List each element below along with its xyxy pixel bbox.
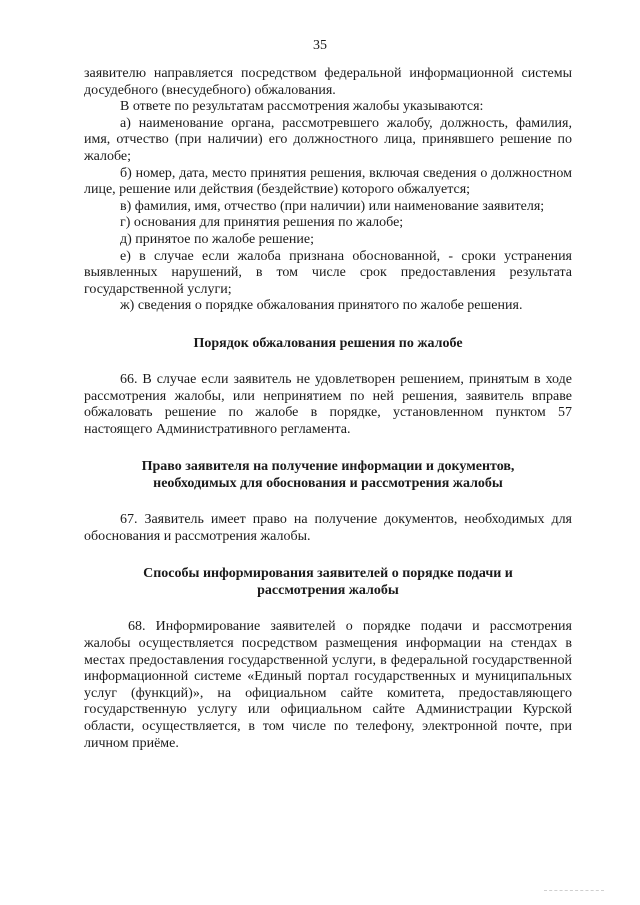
paragraph-response-intro: В ответе по результатам рассмотрения жалобы указываются: xyxy=(120,99,484,115)
paragraph-66: 66. В случае если заявитель не удовлетворен решением, принятым в ходе рассмотрения жалобы, или непринятием по ней решения, заявитель вправе обжаловать решение по жалобе в порядке, установленном пунктом 57 настоящего Административного регламента. xyxy=(84,371,572,437)
document-body xyxy=(84,66,572,752)
scan-edge-mark xyxy=(544,890,604,891)
section-heading-right-to-info-line1: Право заявителя на получение информации и документов, xyxy=(141,459,515,475)
section-heading-informing-line1: Способы информирования заявителей о порядке подачи и xyxy=(143,566,513,582)
paragraph-67: 67. Заявитель имеет право на получение документов, необходимых для обоснования и рассмотрения жалобы. xyxy=(84,512,572,544)
paragraph-continuation: заявителю направляется посредством федеральной информационной системы досудебного (внесудебного) обжалования. xyxy=(84,66,572,98)
list-item-v: в) фамилия, имя, отчество (при наличии) или наименование заявителя; xyxy=(120,198,545,214)
paragraph-68: 68. Информирование заявителей о порядке подачи и рассмотрения жалобы осуществляется посредством размещения информации на стендах в местах предоставления государственной услуги, в федеральной государственной информационной системе «Единый портал государственных и муниципальных услуг (функций)», на официальном сайте комитета, предоставляющего государственную услугу или официальном сайте Администрации Курской области, осуществляется, в том числе по телефону, электронной почте, при личном приёме. xyxy=(84,619,572,751)
section-heading-appeal-order: Порядок обжалования решения по жалобе xyxy=(193,335,463,351)
list-item-d: д) принятое по жалобе решение; xyxy=(120,231,314,247)
list-item-b: б) номер, дата, место принятия решения, включая сведения о должностном лице, решение или действия (бездействие) которого обжалуется; xyxy=(84,165,572,198)
page-number: 35 xyxy=(313,38,327,53)
list-item-zh: ж) сведения о порядке обжалования принятого по жалобе решения. xyxy=(120,298,523,314)
list-item-g: г) основания для принятия решения по жалобе; xyxy=(120,215,404,231)
list-item-e: е) в случае если жалоба признана обоснованной, - сроки устранения выявленных нарушений, в том числе срок предоставления результата государственной услуги; xyxy=(84,248,572,297)
section-heading-right-to-info-line2: необходимых для обоснования и рассмотрения жалобы xyxy=(153,476,503,492)
list-item-a: а) наименование органа, рассмотревшего жалобу, должность, фамилия, имя, отчество (при наличии) его должностного лица, принявшего решение по жалобе; xyxy=(84,115,572,164)
section-heading-informing-line2: рассмотрения жалобы xyxy=(257,583,399,599)
